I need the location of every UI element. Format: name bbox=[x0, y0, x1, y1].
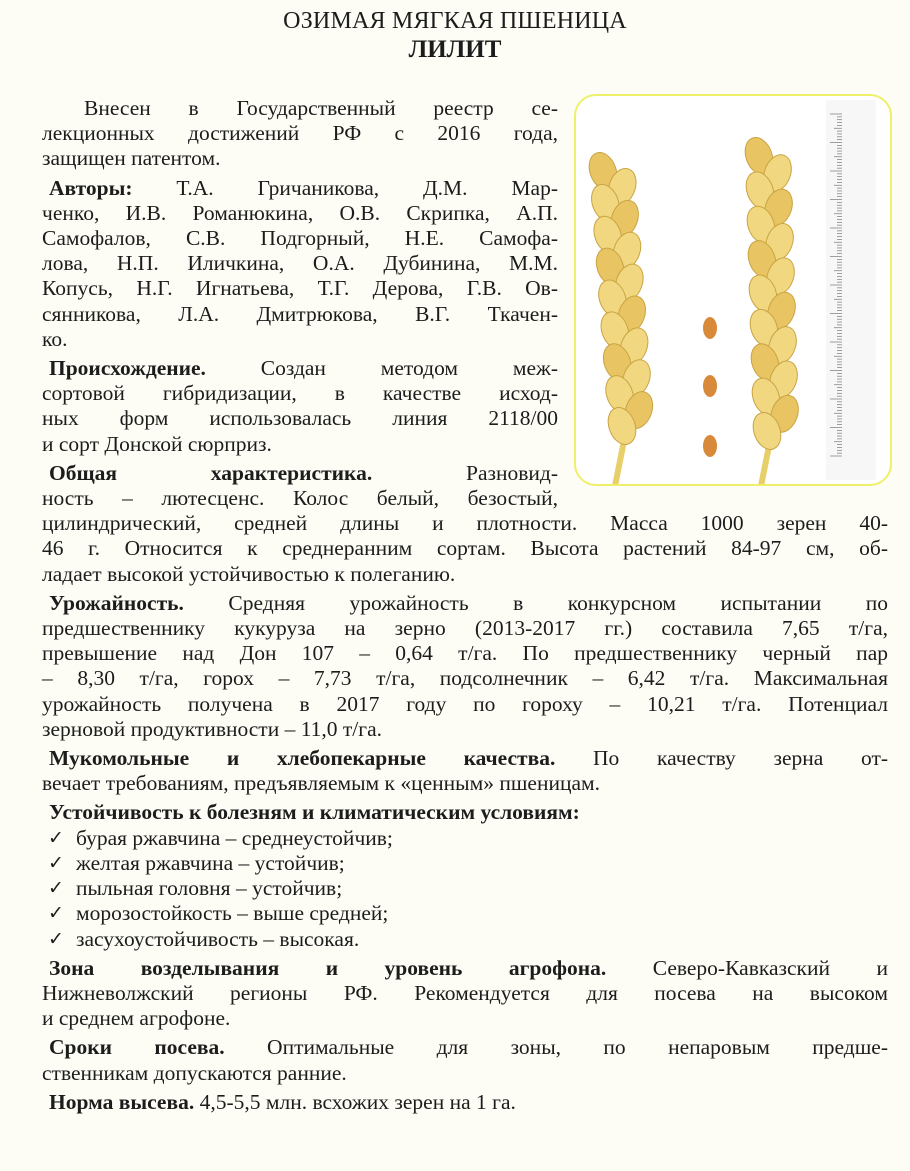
line-text: сянникова, Л.А. Дмитрюкова, В.Г. Ткачен- bbox=[42, 301, 558, 326]
line-text: Копусь, Н.Г. Игнатьева, Т.Г. Дерова, Г.В. Ов- bbox=[42, 276, 558, 301]
line-text: ность – лютесценс. Колос белый, безостый, bbox=[42, 486, 558, 511]
line-text: урожайность получена в 2017 году по гороху – 10,21 т/га. Потенциал bbox=[42, 691, 888, 716]
grains bbox=[703, 317, 717, 457]
text-line bbox=[42, 616, 888, 641]
wheat-ear-left bbox=[584, 149, 657, 484]
variety-category: ОЗИМАЯ МЯГКАЯ ПШЕНИЦА bbox=[283, 8, 627, 34]
wheat-ears-icon bbox=[576, 96, 890, 484]
checkmark-icon: ✓ bbox=[48, 902, 64, 925]
line-text: предшественнику кукуруза на зерно (2013-2017 гг.) составила 7,65 т/га, bbox=[42, 616, 888, 641]
section-heading: Происхождение. bbox=[49, 356, 206, 381]
line-text: лова, Н.П. Иличкина, О.А. Дубинина, М.М. bbox=[42, 251, 558, 276]
text-line bbox=[42, 1090, 888, 1115]
resistance-heading bbox=[42, 800, 888, 825]
paragraph bbox=[42, 591, 888, 742]
checklist-text: морозостойкость – выше средней; bbox=[76, 901, 389, 926]
line-text: Разновид- bbox=[465, 460, 558, 485]
checkmark-icon: ✓ bbox=[48, 877, 64, 900]
checkmark-icon: ✓ bbox=[48, 826, 64, 849]
line-text: ко. bbox=[42, 326, 68, 351]
line-text: ственникам допускаются ранние. bbox=[42, 1060, 347, 1085]
wheat-photo bbox=[574, 94, 892, 486]
line-text: лекционных достижений РФ с 2016 года, bbox=[42, 121, 558, 146]
line-text: превышение над Дон 107 – 0,64 т/га. По предшественнику черный пар bbox=[42, 641, 888, 666]
paragraph bbox=[42, 1090, 888, 1115]
checklist-text: пыльная головня – устойчив; bbox=[76, 876, 343, 901]
text-line bbox=[42, 591, 888, 616]
checkmark-icon: ✓ bbox=[48, 927, 64, 950]
paragraph bbox=[42, 746, 888, 796]
section-heading: Урожайность. bbox=[49, 590, 184, 615]
line-text: ченко, И.В. Романюкина, О.В. Скрипка, А.П. bbox=[42, 200, 558, 225]
line-text: 4,5-5,5 млн. всхожих зерен на 1 га. bbox=[199, 1089, 516, 1114]
text-line bbox=[42, 536, 888, 561]
text-line bbox=[42, 771, 888, 796]
line-text: цилиндрический, средней длины и плотности. Масса 1000 зерен 40- bbox=[42, 511, 888, 536]
line-text: Нижневолжский регионы РФ. Рекомендуется для посева на высоком bbox=[42, 980, 888, 1005]
checklist-item bbox=[42, 826, 888, 851]
line-text: По качеству зерна от- bbox=[593, 746, 888, 771]
line-text: вечает требованиям, предъявляемым к «ценным» пшеницам. bbox=[42, 771, 600, 796]
checkmark-icon: ✓ bbox=[48, 851, 64, 874]
line-text: Оптимальные для зоны, по непаровым предше- bbox=[267, 1035, 888, 1060]
text-line bbox=[42, 1006, 888, 1031]
line-text: Внесен в Государственный реестр се- bbox=[84, 96, 558, 120]
text-line bbox=[42, 746, 888, 771]
text-line bbox=[42, 666, 888, 691]
paragraph bbox=[42, 1035, 888, 1085]
section-heading: Сроки посева. bbox=[49, 1035, 225, 1060]
section-heading: Мукомольные и хлебопекарные качества. bbox=[49, 746, 556, 771]
text-line bbox=[42, 717, 888, 742]
checklist-item bbox=[42, 851, 888, 876]
text-line bbox=[42, 1035, 888, 1060]
text-line bbox=[42, 641, 888, 666]
checklist-item bbox=[42, 876, 888, 901]
text-line bbox=[42, 562, 888, 587]
checklist-text: засухоустойчивость – высокая. bbox=[76, 926, 360, 951]
section-heading: Зона возделывания и уровень агрофона. bbox=[49, 955, 607, 980]
line-text: ладает высокой устойчивостью к полеганию. bbox=[42, 561, 456, 586]
line-text: сортовой гибридизации, в качестве исход- bbox=[42, 381, 558, 406]
line-text: Самофалов, С.В. Подгорный, Н.Е. Самофа- bbox=[42, 226, 558, 251]
text-line bbox=[42, 981, 888, 1006]
section-heading: Общая характеристика. bbox=[49, 460, 373, 485]
resistance-section bbox=[42, 800, 888, 951]
text-line bbox=[42, 956, 888, 981]
checklist-text: желтая ржавчина – устойчив; bbox=[76, 850, 345, 875]
line-text: защищен патентом. bbox=[42, 146, 221, 171]
checklist-item bbox=[42, 927, 888, 952]
text-line bbox=[42, 692, 888, 717]
text-line bbox=[42, 486, 888, 511]
line-text: Создан методом меж- bbox=[260, 356, 558, 381]
section-heading: Устойчивость к болезням и климатическим условиям: bbox=[49, 800, 580, 825]
line-text: ных форм использовалась линия 2118/00 bbox=[42, 406, 558, 431]
line-text: и среднем агрофоне. bbox=[42, 1006, 231, 1031]
line-text: Т.А. Гричаникова, Д.М. Мар- bbox=[176, 175, 558, 200]
line-text: и сорт Донской сюрприз. bbox=[42, 431, 272, 456]
text-line bbox=[42, 511, 888, 536]
line-text: зерновой продуктивности – 11,0 т/га. bbox=[42, 716, 383, 741]
wheat-ear-right bbox=[740, 134, 803, 484]
line-text: – 8,30 т/га, горох – 7,73 т/га, подсолнечник – 6,42 т/га. Максимальная bbox=[42, 666, 888, 691]
line-text: 46 г. Относится к среднеранним сортам. Высота растений 84-97 см, об- bbox=[42, 536, 888, 561]
text-line bbox=[42, 1061, 888, 1086]
checklist-text: бурая ржавчина – среднеустойчив; bbox=[76, 825, 393, 850]
section-heading: Норма высева. bbox=[49, 1089, 195, 1114]
checklist-item bbox=[42, 901, 888, 926]
paragraph bbox=[42, 956, 888, 1032]
line-text: Средняя урожайность в конкурсном испытании по bbox=[228, 590, 888, 615]
variety-name: ЛИЛИТ bbox=[408, 36, 502, 63]
section-heading: Авторы: bbox=[49, 175, 133, 200]
line-text: Северо-Кавказский и bbox=[652, 955, 888, 980]
ruler bbox=[826, 100, 876, 480]
document-body bbox=[42, 92, 888, 1115]
